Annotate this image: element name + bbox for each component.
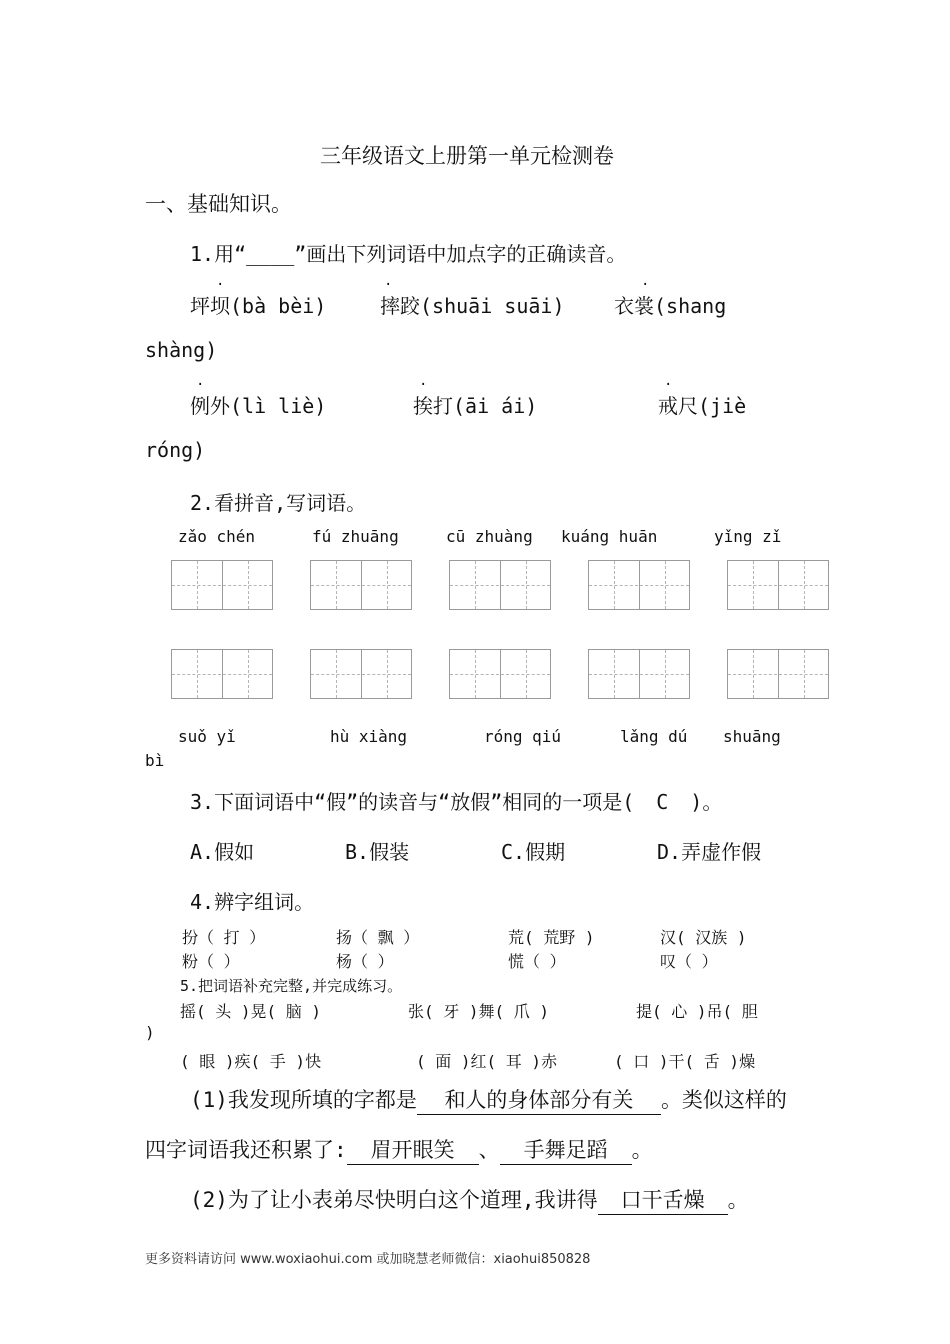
emphasis-dot: · (419, 377, 428, 393)
q4-item: 荒( 荒野 ) (508, 928, 595, 947)
pinyin-label: róng qiú (484, 727, 562, 746)
writing-grid[interactable] (727, 560, 829, 610)
q5-item: ( 眼 )疾( 手 )快 (180, 1052, 322, 1071)
question-3-prompt (190, 786, 722, 815)
q5-part1-line1 (190, 1084, 787, 1115)
q4-item: 慌（ ） (508, 952, 566, 971)
question-4-prompt: 4.辨字组词。 (190, 890, 315, 914)
writing-grid[interactable] (588, 560, 690, 610)
q3-prompt-text: 3.下面词语中“假”的读音与“放假”相同的一项是( (190, 790, 635, 814)
q3-option-a: A.假如 (190, 840, 255, 864)
q5-item: 提( 心 )吊( 胆 (636, 1002, 758, 1021)
q1-item-jiechi-wrap: róng) (145, 438, 206, 462)
q1-item-pingba: 坪坝(bà bèi) (190, 294, 327, 318)
q1-item-yishang-wrap: shàng) (145, 338, 218, 362)
q1-item-yishang: 衣裳(shang (614, 294, 727, 318)
emphasis-dot: · (196, 377, 205, 393)
q1-item-liwai: 例外(lì liè) (190, 394, 327, 418)
emphasis-dot: · (384, 277, 393, 293)
q5-item: 摇( 头 )晃( 脑 ) (180, 1002, 322, 1021)
pinyin-label: shuāng (723, 727, 781, 746)
q5-part1-answer: 和人的身体部分有关 (417, 1084, 661, 1115)
q3-option-d: D.弄虚作假 (657, 840, 762, 864)
pinyin-label: cū zhuàng (446, 527, 533, 546)
pinyin-label: yǐng zǐ (714, 527, 782, 546)
q3-prompt-end: )。 (690, 790, 723, 814)
q5-part1-separator: 、 (478, 1138, 500, 1162)
writing-grid[interactable] (588, 649, 690, 699)
q4-item: 汉( 汉族 ) (660, 928, 747, 947)
question-5-prompt: 5.把词语补充完整,并完成练习。 (180, 977, 403, 995)
writing-grid[interactable] (171, 560, 273, 610)
pinyin-label: fú zhuāng (312, 527, 399, 546)
pinyin-label-wrap: bì (145, 751, 165, 770)
footer-note: 更多资料请访问 www.woxiaohui.com 或加晓慧老师微信：xiaohui850828 (145, 1252, 591, 1267)
emphasis-dot: · (641, 277, 650, 293)
writing-grid[interactable] (310, 649, 412, 699)
q3-answer: C (656, 790, 669, 814)
pinyin-label: suǒ yǐ (178, 727, 236, 746)
q5-item-wrap: ) (145, 1023, 155, 1042)
emphasis-dot: · (664, 377, 673, 393)
writing-grid[interactable] (171, 649, 273, 699)
pinyin-label: hù xiàng (330, 727, 408, 746)
emphasis-dot: · (216, 277, 225, 293)
q5-part2-text-end: 。 (727, 1188, 749, 1212)
q4-item: 粉（ ） (182, 952, 240, 971)
page-title: 三年级语文上册第一单元检测卷 (320, 144, 614, 168)
q5-part1-answer-2: 眉开眼笑 (347, 1134, 479, 1165)
question-1-prompt: 1.用“____”画出下列词语中加点字的正确读音。 (190, 242, 627, 266)
q5-part2-text: (2)为了让小表弟尽快明白这个道理,我讲得 (190, 1188, 598, 1212)
q3-option-c: C.假期 (501, 840, 566, 864)
writing-grid[interactable] (449, 560, 551, 610)
q4-item: 扬（ 飘 ） (336, 928, 420, 947)
pinyin-label: kuáng huān (561, 527, 658, 546)
q3-option-b: B.假装 (345, 840, 410, 864)
writing-grid[interactable] (449, 649, 551, 699)
q4-item: 扮（ 打 ） (182, 928, 266, 947)
q1-item-aida: 挨打(āi ái) (413, 394, 538, 418)
q5-part1-answer-3: 手舞足蹈 (500, 1134, 632, 1165)
writing-grid[interactable] (310, 560, 412, 610)
q5-part1-text: (1)我发现所填的字都是 (190, 1088, 417, 1112)
q1-item-shuaijiao: 摔跤(shuāi suāi) (380, 294, 565, 318)
q5-part1-text: 四字词语我还积累了: (145, 1138, 347, 1162)
q5-item: ( 口 )干( 舌 )燥 (614, 1052, 756, 1071)
q5-part1-text-end: 。 (631, 1138, 653, 1162)
q5-part1-line2 (145, 1134, 653, 1165)
pinyin-label: lǎng dú (620, 727, 688, 746)
q4-item: 叹（ ） (660, 952, 718, 971)
q5-part2-answer: 口干舌燥 (598, 1184, 728, 1215)
question-2-prompt: 2.看拼音,写词语。 (190, 491, 367, 515)
q4-item: 杨（ ） (336, 952, 394, 971)
section-heading-basics: 一、基础知识。 (145, 192, 292, 216)
q5-item: ( 面 )红( 耳 )赤 (416, 1052, 558, 1071)
q1-item-jiechi: 戒尺(jiè (658, 394, 747, 418)
writing-grid[interactable] (727, 649, 829, 699)
q5-item: 张( 牙 )舞( 爪 ) (408, 1002, 550, 1021)
q5-part2 (190, 1184, 749, 1215)
q5-part1-text-end: 。类似这样的 (660, 1088, 787, 1112)
pinyin-label: zǎo chén (178, 527, 256, 546)
